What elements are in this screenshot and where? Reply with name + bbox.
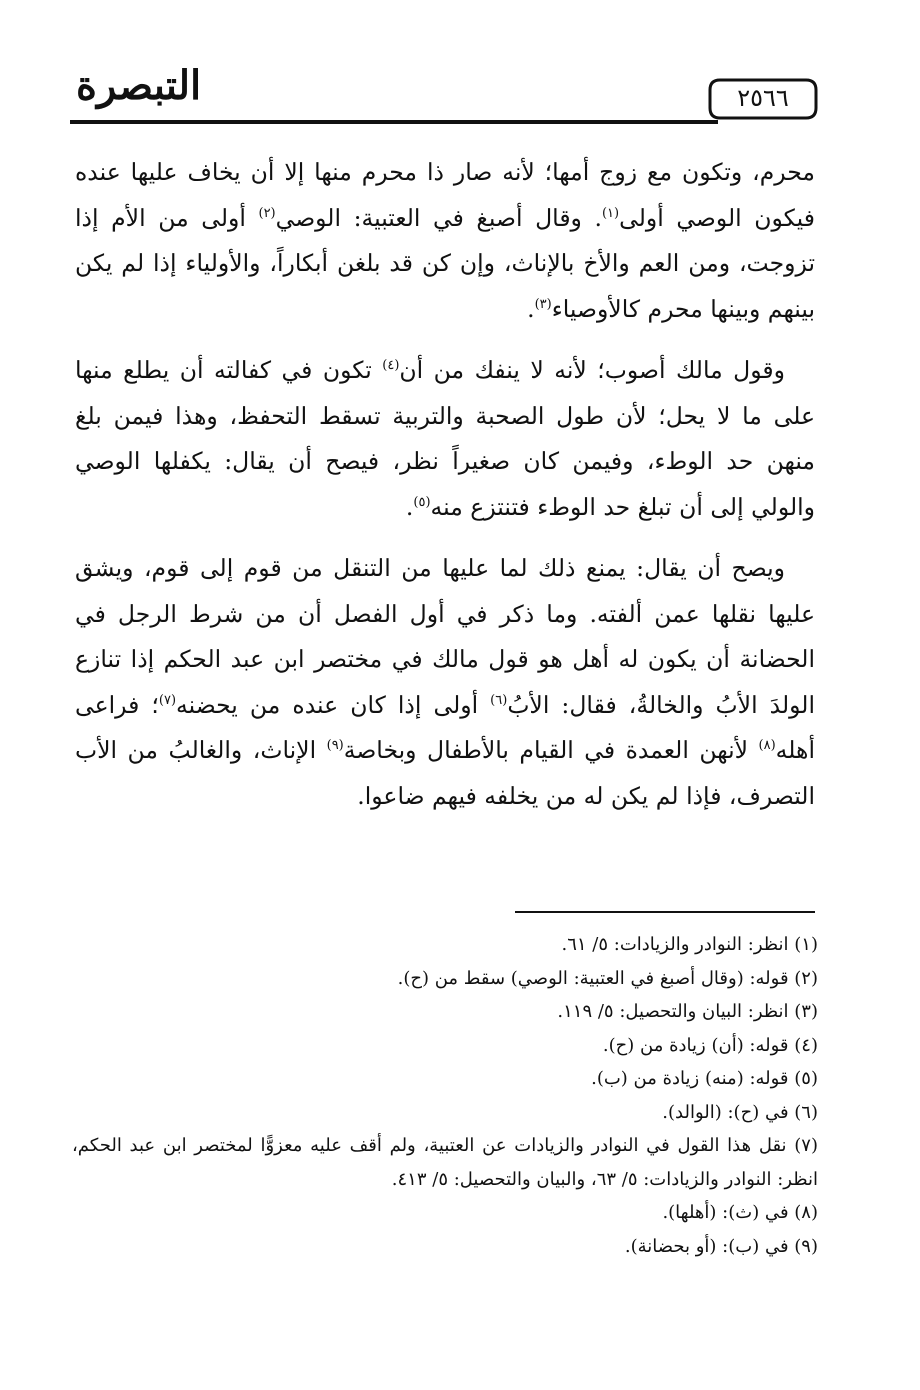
body-paragraph [75,150,815,332]
header-rule [70,120,718,124]
footnote-item: (٣) انظر: البيان والتحصيل: ٥/ ١١٩. [557,1001,818,1022]
footnote-item: (٩) في (ب): (أو بحضانة). [624,1235,818,1257]
footnote-marker[interactable]: (١) [601,205,620,221]
footnote-marker[interactable]: (٤) [382,358,400,374]
footnotes [72,928,818,1263]
paragraph-text: محرم، وتكون مع زوج أمها؛ لأنه صار ذا محرم منها إلا أن يخاف عليها عنده فيكون الوصي أولى [75,158,815,232]
body-paragraph [75,348,815,530]
page-header [70,60,818,130]
footnote-marker[interactable]: (٢) [258,205,276,221]
book-title: التبصرة [76,62,202,109]
footnote-marker[interactable]: (٩) [326,738,344,754]
page-number-frame [708,78,818,120]
footnote-marker[interactable]: (٥) [413,494,431,510]
page-number: ٢٥٦٦ [737,84,789,112]
footnote-marker[interactable]: (٧) [158,692,177,708]
footnote-item: (٤) قوله: (أن) زيادة من (ح). [602,1034,818,1056]
paragraph-text: تكون في كفالته أن يطلع منها على ما لا يحل؛ لأن طول الصحبة والتربية تسقط التحفظ، وهذا فيمن بلغ منهن حد الوطء، وفيمن كان صغيراً نظر، فيصح أن يقال: يكفلها الوصي والولي إلى أن تبلغ حد الوطء فتنتزع منه [75,356,815,521]
paragraph-text: . وقال أصبغ في العتبية: الوصي [275,203,602,232]
footnote-separator [515,911,815,913]
paragraph-text: . [527,294,535,323]
paragraph-text: أولى من الأم إذا تزوجت، ومن العم والأخ بالإناث، وإن كن قد بلغن أبكاراً، والأولياء إذا لم يكن بينهم وبينها محرم كالأوصياء [75,203,815,323]
footnote-marker[interactable]: (٨) [758,738,776,754]
footnote-marker[interactable]: (٣) [534,296,552,312]
footnote-item: (٦) في (ح): (الوالد). [662,1101,818,1123]
footnote-item: (٥) قوله: (منه) زيادة من (ب). [591,1068,818,1089]
paragraph-text: لأنهن العمدة في القيام بالأطفال وبخاصة [343,736,759,764]
paragraph-text: وقول مالك أصوب؛ لأنه لا ينفك من أن [399,356,785,384]
body-paragraph [75,546,815,819]
footnote-marker[interactable]: (٦) [490,692,508,708]
footnote-item: (٢) قوله: (وقال أصبغ في العتبية: الوصي) سقط من (ح). [397,967,818,989]
paragraph-text: أولى إذا كان عنده من يحضنه [176,690,491,719]
footnote-item: (١) انظر: النوادر والزيادات: ٥/ ٦١. [561,934,818,955]
footnote-item: (٧) نقل هذا القول في النوادر والزيادات عن العتبية، ولم أقف عليه معزوًّا لمختصر ابن عبد الحكم، انظر: النوادر والزيادات: ٥/ ٦٣، والبيان والتحصيل: ٥/ ٤١٣. [72,1135,818,1190]
footnote-item: (٨) في (ث): (أهلها). [662,1202,818,1223]
paragraph-text: . [405,492,414,521]
paragraph-text: ويصح أن يقال: يمنع ذلك لما عليها من التنقل من قوم إلى قوم، ويشق عليها نقلها عمن ألفته. وما ذكر في أول الفصل أن من شرط الرجل في الحضانة أن يكون له أهل هو قول مالك في مختصر ابن عبد الحكم إذا تنازع الولدَ الأبُ والخالةُ، فقال: الأبُ [75,554,815,719]
paragraph-text: ؛ فراعى أهله [75,690,815,764]
paragraph-text: الإناث، والغالبُ من الأب التصرف، فإذا لم يكن له من يخلفه فيهم ضاعوا. [75,736,815,810]
body-text [75,150,815,835]
